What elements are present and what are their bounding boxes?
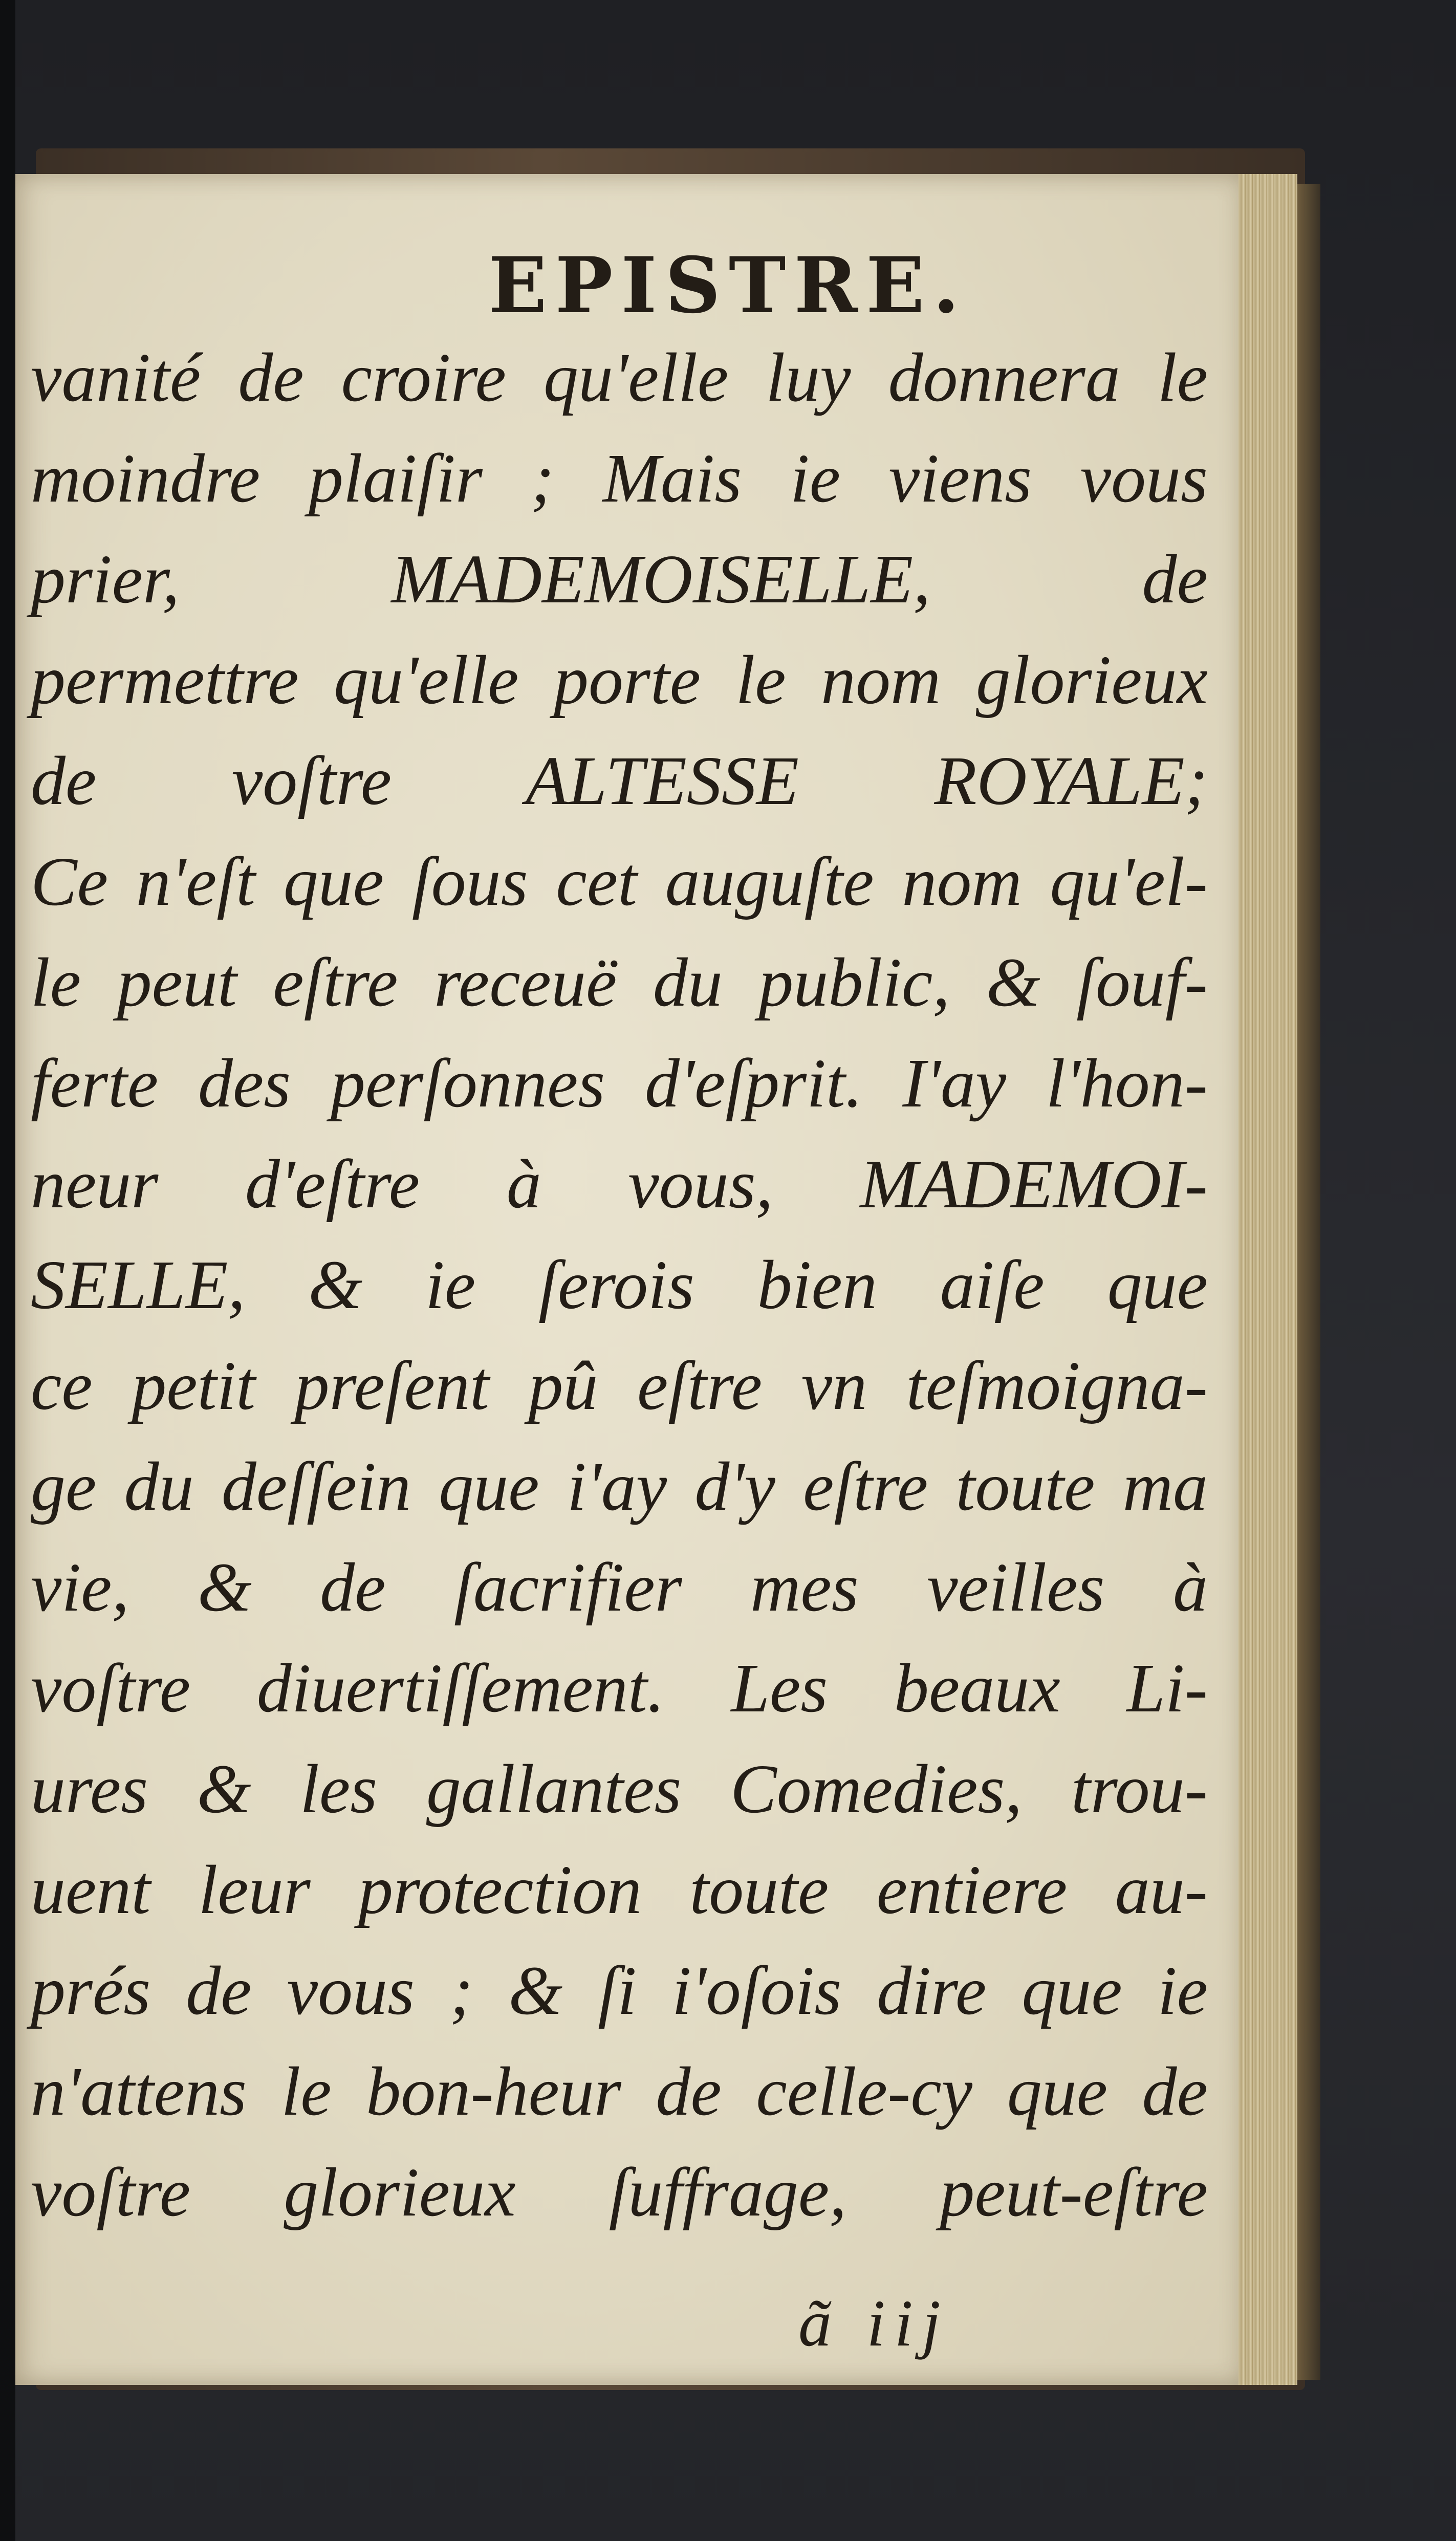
- text-line: voſtre glorieux ſuffrage, peut-eſtre: [31, 2154, 1208, 2231]
- text-line: de voſtre ALTESSE ROYALE;: [31, 743, 1208, 819]
- text-line: neur d'eſtre à vous, MADEMOI-: [31, 1146, 1208, 1223]
- page-body-text: [31, 328, 1208, 2243]
- text-line: ge du deſſein que i'ay d'y eſtre toute ma: [31, 1448, 1208, 1525]
- text-line: uent leur protection toute entiere au-: [31, 1852, 1208, 1928]
- text-line: prés de vous ; & ſi i'oſois dire que ie: [31, 1952, 1208, 2029]
- text-line: ures & les gallantes Comedies, trou-: [31, 1751, 1208, 1828]
- signature-mark: ã iij: [798, 2287, 950, 2360]
- text-line: ce petit preſent pû eſtre vn teſmoigna-: [31, 1348, 1208, 1424]
- text-line: n'attens le bon-heur de celle-cy que de: [31, 2053, 1208, 2130]
- text-line: prier, MADEMOISELLE, de: [31, 541, 1208, 618]
- background-left-edge: [0, 0, 15, 2541]
- text-line: le peut eſtre receuë du public, & ſouf-: [31, 944, 1208, 1021]
- text-line: Ce n'eſt que ſous cet auguſte nom qu'el-: [31, 843, 1208, 920]
- text-line: permettre qu'elle porte le nom glorieux: [31, 642, 1208, 719]
- running-title: EPISTRE.: [488, 241, 968, 331]
- text-line: moindre plaiſir ; Mais ie viens vous: [31, 440, 1208, 517]
- page-fore-edge: [1238, 174, 1297, 2385]
- text-line: SELLE, & ie ſerois bien aiſe que: [31, 1247, 1208, 1323]
- page-edge-shadow: [1297, 184, 1320, 2380]
- text-line: ferte des perſonnes d'eſprit. I'ay l'hon-: [31, 1045, 1208, 1122]
- text-line: vie, & de ſacrifier mes veilles à: [31, 1549, 1208, 1626]
- text-line: voſtre diuertiſſement. Les beaux Li-: [31, 1650, 1208, 1727]
- text-line: vanité de croire qu'elle luy donnera le: [31, 339, 1208, 416]
